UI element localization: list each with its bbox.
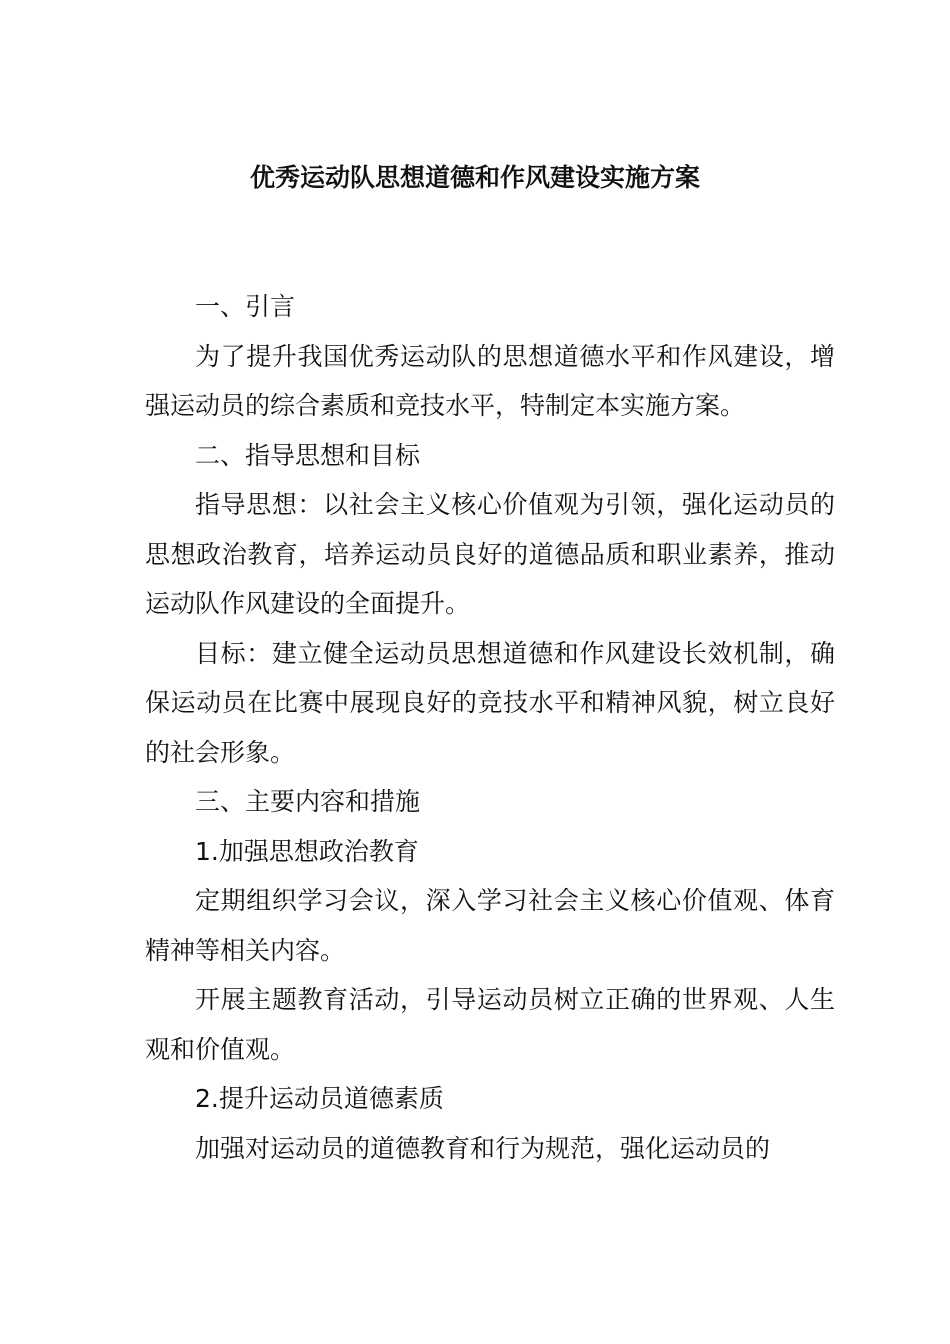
section-heading-introduction: 一、引言 (195, 292, 296, 321)
document-body (145, 282, 835, 1173)
subheading-political-education: 1.加强思想政治教育 (195, 836, 419, 866)
document-title: 优秀运动队思想道德和作风建设实施方案 (249, 163, 700, 192)
paragraph-goal: 目标：建立健全运动员思想道德和作风建设长效机制，确保运动员在比赛中展现良好的竞技水平和精神风貌，树立良好的社会形象。 (145, 638, 835, 767)
paragraph-introduction: 为了提升我国优秀运动队的思想道德水平和作风建设，增强运动员的综合素质和竞技水平，特制定本实施方案。 (145, 341, 835, 420)
paragraph-study-meetings: 定期组织学习会议，深入学习社会主义核心价值观、体育精神等相关内容。 (145, 886, 835, 965)
section-heading-main-content: 三、主要内容和措施 (195, 787, 421, 816)
subheading-moral-quality: 2.提升运动员道德素质 (195, 1084, 444, 1113)
paragraph-moral-education: 加强对运动员的道德教育和行为规范，强化运动员的 (195, 1133, 771, 1163)
paragraph-theme-education: 开展主题教育活动，引导运动员树立正确的世界观、人生观和价值观。 (145, 985, 835, 1064)
paragraph-guiding-ideology: 指导思想：以社会主义核心价值观为引领，强化运动员的思想政治教育，培养运动员良好的道德品质和职业素养，推动运动队作风建设的全面提升。 (145, 490, 835, 618)
section-heading-guiding-ideology: 二、指导思想和目标 (195, 440, 421, 470)
